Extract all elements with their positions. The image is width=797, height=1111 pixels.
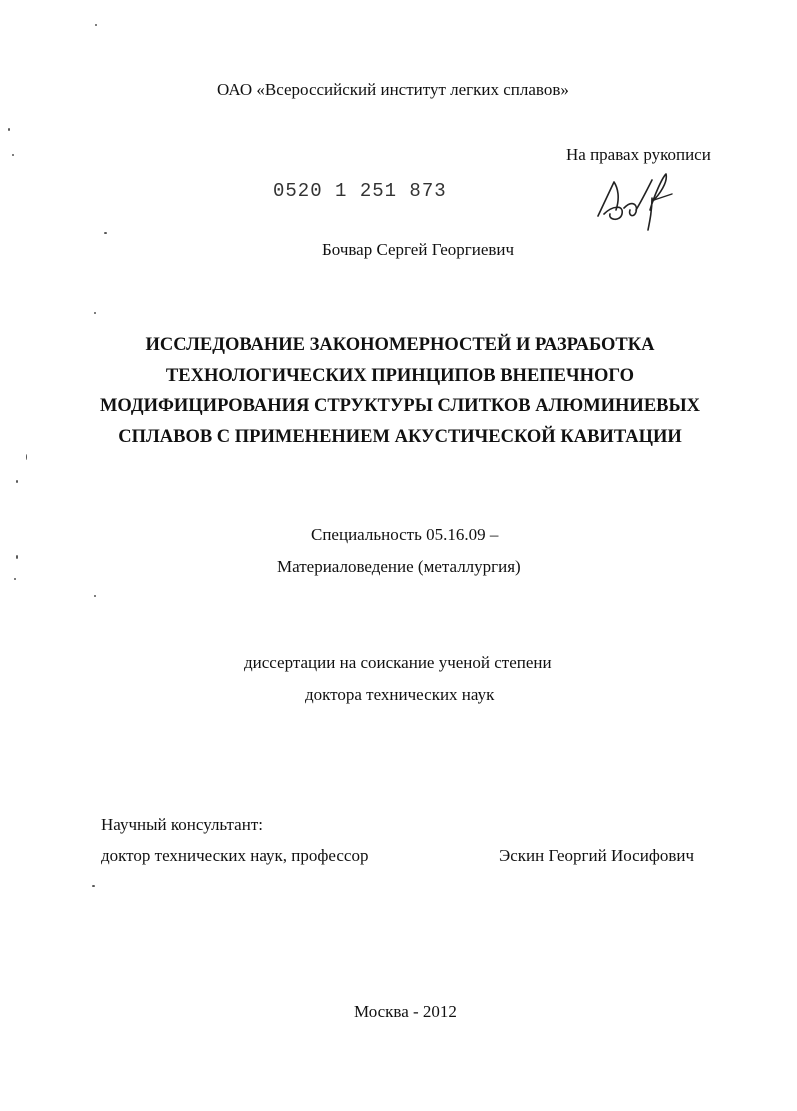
- scan-speck: [16, 480, 18, 483]
- title-line: СПЛАВОВ С ПРИМЕНЕНИЕМ АКУСТИЧЕСКОЙ КАВИТАЦИИ: [118, 426, 682, 447]
- organization-name: ОАО «Всероссийский институт легких сплавов»: [217, 80, 569, 99]
- author-name: Бочвар Сергей Георгиевич: [322, 240, 515, 259]
- scan-speck: [14, 578, 16, 580]
- degree-name: доктора технических наук: [305, 685, 495, 704]
- scan-speck: [95, 24, 97, 26]
- manuscript-rights-note: На правах рукописи: [566, 145, 711, 164]
- consultant-label: Научный консультант:: [101, 815, 263, 834]
- scan-speck: [12, 154, 14, 156]
- city-year: Москва - 2012: [354, 1002, 457, 1021]
- consultant-name: Эскин Георгий Иосифович: [499, 846, 695, 865]
- serial-number-stamp: 0520 1 251 873: [273, 180, 447, 202]
- consultant-title: доктор технических наук, профессор: [101, 846, 369, 865]
- dissertation-purpose: диссертации на соискание ученой степени: [244, 653, 552, 672]
- specialty-name: Материаловедение (металлургия): [277, 557, 521, 576]
- scan-speck: [92, 885, 95, 887]
- scan-speck: [94, 312, 96, 314]
- scan-speck: [26, 454, 27, 460]
- dissertation-title: [60, 330, 740, 452]
- title-line: ТЕХНОЛОГИЧЕСКИХ ПРИНЦИПОВ ВНЕПЕЧНОГО: [165, 365, 635, 386]
- scan-speck: [16, 555, 18, 559]
- specialty-code: Специальность 05.16.09 –: [311, 525, 499, 544]
- signature-image: [592, 170, 674, 232]
- scan-speck: [104, 232, 107, 234]
- scan-speck: [8, 128, 10, 131]
- scan-speck: [94, 595, 96, 597]
- title-line: МОДИФИЦИРОВАНИЯ СТРУКТУРЫ СЛИТКОВ АЛЮМИНИЕВЫХ: [99, 396, 701, 416]
- title-line: ИССЛЕДОВАНИЕ ЗАКОНОМЕРНОСТЕЙ И РАЗРАБОТКА: [145, 335, 655, 355]
